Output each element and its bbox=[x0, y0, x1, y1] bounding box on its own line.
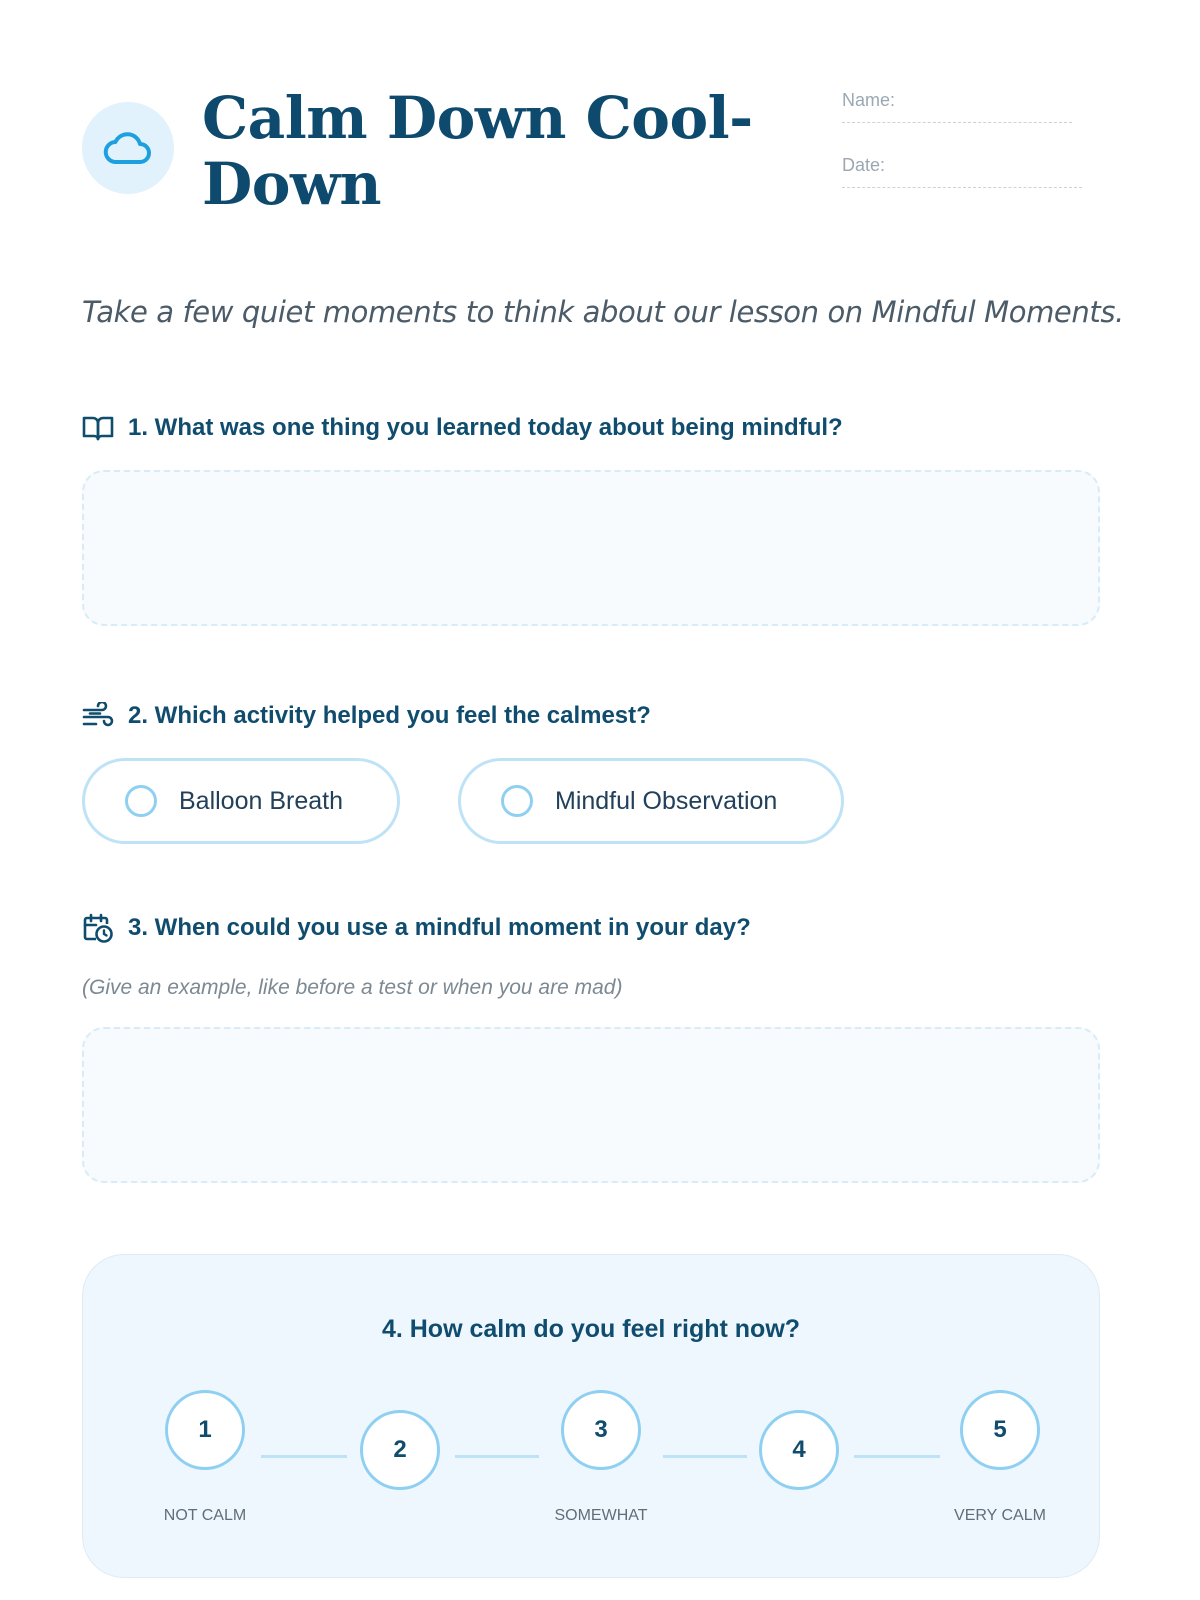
radio-button-icon[interactable] bbox=[125, 785, 157, 817]
question-3-text: 3. When could you use a mindful moment in your day? bbox=[128, 914, 751, 941]
option-label: Mindful Observation bbox=[555, 786, 778, 815]
question-2 bbox=[82, 700, 651, 732]
scale-label-high: VERY CALM bbox=[954, 1507, 1046, 1524]
question-3 bbox=[82, 912, 751, 944]
option-label: Balloon Breath bbox=[179, 786, 344, 815]
scale-connector bbox=[663, 1455, 747, 1458]
question-1 bbox=[82, 412, 843, 444]
intro-text: Take a few quiet moments to think about our lesson on Mindful Moments. bbox=[82, 295, 1124, 329]
calendar-clock-icon bbox=[82, 912, 114, 944]
scale-connector bbox=[854, 1455, 940, 1458]
calm-scale-card bbox=[82, 1254, 1100, 1578]
cloud-icon bbox=[82, 102, 174, 194]
date-field[interactable] bbox=[842, 155, 1082, 220]
scale-connector bbox=[455, 1455, 539, 1458]
page-title: Calm Down Cool-Down bbox=[202, 84, 753, 218]
book-icon bbox=[82, 412, 114, 444]
question-3-hint: (Give an example, like before a test or when you are mad) bbox=[82, 976, 623, 999]
answer-box-1[interactable] bbox=[82, 470, 1100, 626]
wind-icon bbox=[82, 700, 114, 732]
radio-button-icon[interactable] bbox=[501, 785, 533, 817]
scale-option-4[interactable]: 4 bbox=[759, 1410, 839, 1490]
question-2-text: 2. Which activity helped you feel the calmest? bbox=[128, 702, 651, 729]
name-line bbox=[842, 122, 1072, 123]
scale-option-5[interactable]: 5 bbox=[960, 1390, 1040, 1470]
scale-option-3[interactable]: 3 bbox=[561, 1390, 641, 1470]
question-1-text: 1. What was one thing you learned today about being mindful? bbox=[128, 414, 843, 441]
name-field[interactable] bbox=[842, 90, 1082, 155]
option-balloon-breath[interactable] bbox=[82, 758, 400, 844]
date-label: Date: bbox=[842, 155, 886, 175]
answer-box-3[interactable] bbox=[82, 1027, 1100, 1183]
scale-label-mid: SOMEWHAT bbox=[554, 1507, 648, 1524]
scale-option-2[interactable]: 2 bbox=[360, 1410, 440, 1490]
date-line bbox=[842, 187, 1082, 188]
scale-option-1[interactable]: 1 bbox=[165, 1390, 245, 1470]
option-mindful-observation[interactable] bbox=[458, 758, 844, 844]
scale-title: 4. How calm do you feel right now? bbox=[381, 1315, 801, 1343]
scale-label-low: NOT CALM bbox=[163, 1507, 247, 1524]
name-label: Name: bbox=[842, 90, 896, 110]
worksheet-header bbox=[82, 85, 1100, 225]
student-info bbox=[842, 90, 1082, 220]
scale-connector bbox=[261, 1455, 347, 1458]
